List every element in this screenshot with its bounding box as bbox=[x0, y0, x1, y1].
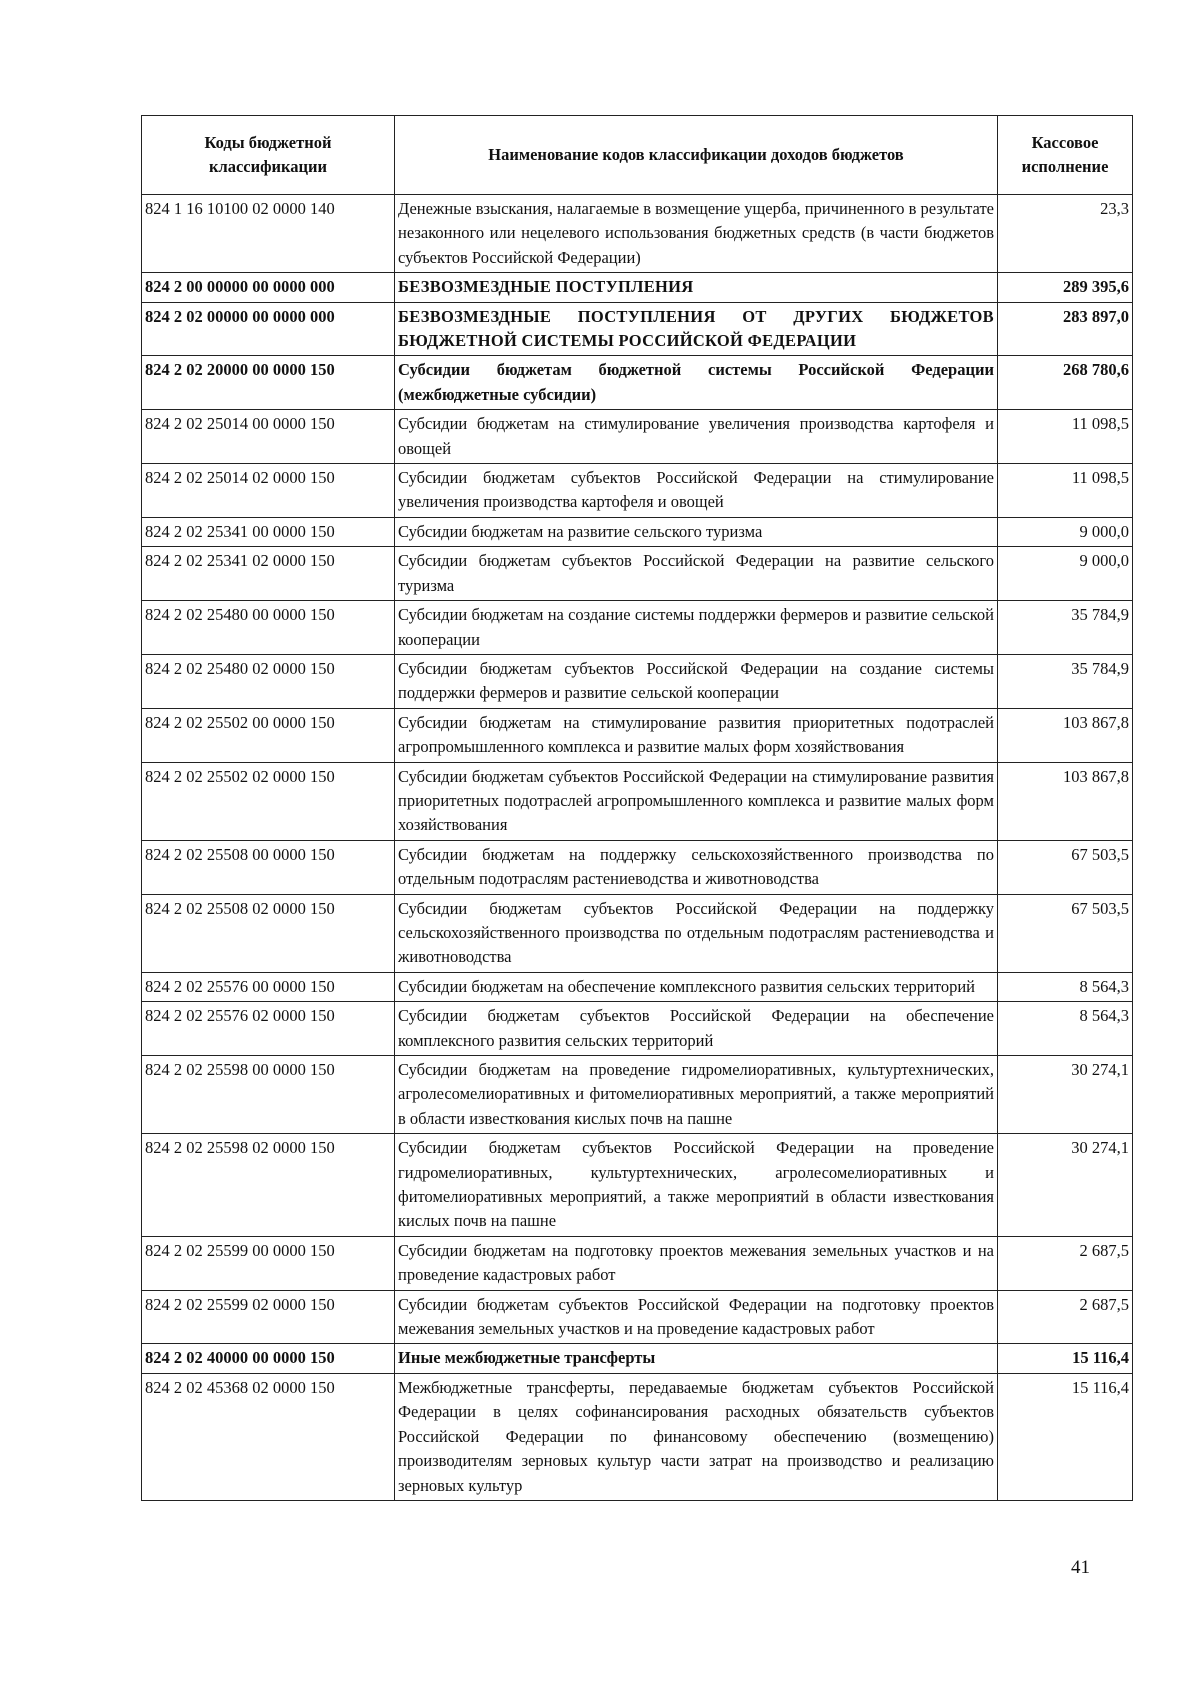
table-row bbox=[142, 547, 1133, 601]
row-amount: 2 687,5 bbox=[998, 1290, 1133, 1344]
table-row bbox=[142, 654, 1133, 708]
row-code: 824 2 02 25014 02 0000 150 bbox=[142, 464, 395, 518]
row-amount: 15 116,4 bbox=[998, 1373, 1133, 1500]
budget-classification-table bbox=[141, 115, 1133, 1501]
row-amount: 23,3 bbox=[998, 195, 1133, 273]
row-amount: 289 395,6 bbox=[998, 273, 1133, 302]
table-row bbox=[142, 302, 1133, 356]
row-name: Субсидии бюджетам на обеспечение комплексного развития сельских территорий bbox=[395, 972, 998, 1001]
row-name: Иные межбюджетные трансферты bbox=[395, 1344, 998, 1373]
table-row bbox=[142, 1002, 1133, 1056]
row-name: Межбюджетные трансферты, передаваемые бюджетам субъектов Российской Федерации в целях софинансирования расходных обязательств субъектов Российской Федерации по финансовому обеспечению (возмещению) производителям зерновых культур части затрат на производство и реализацию зерновых культур bbox=[395, 1373, 998, 1500]
row-amount: 30 274,1 bbox=[998, 1134, 1133, 1237]
table-row bbox=[142, 762, 1133, 840]
row-code: 824 1 16 10100 02 0000 140 bbox=[142, 195, 395, 273]
table-row bbox=[142, 1236, 1133, 1290]
row-code: 824 2 02 25598 00 0000 150 bbox=[142, 1056, 395, 1134]
page-number: 41 bbox=[1071, 1557, 1090, 1578]
row-code: 824 2 02 25576 00 0000 150 bbox=[142, 972, 395, 1001]
table-row bbox=[142, 601, 1133, 655]
table-row bbox=[142, 1290, 1133, 1344]
table-row bbox=[142, 1056, 1133, 1134]
row-name: Субсидии бюджетам субъектов Российской Федерации на поддержку сельскохозяйственного производства по отдельным подотраслям растениеводства и животноводства bbox=[395, 894, 998, 972]
row-code: 824 2 00 00000 00 0000 000 bbox=[142, 273, 395, 302]
row-code: 824 2 02 25341 02 0000 150 bbox=[142, 547, 395, 601]
row-name: Субсидии бюджетам на проведение гидромелиоративных, культуртехнических, агролесомелиоративных и фитомелиоративных мероприятий, а также мероприятий в области известкования кислых почв на пашне bbox=[395, 1056, 998, 1134]
table-row bbox=[142, 708, 1133, 762]
row-amount: 11 098,5 bbox=[998, 410, 1133, 464]
row-name: Субсидии бюджетам субъектов Российской Федерации на создание системы поддержки фермеров и развитие сельской кооперации bbox=[395, 654, 998, 708]
row-amount: 15 116,4 bbox=[998, 1344, 1133, 1373]
row-name: Субсидии бюджетам на создание системы поддержки фермеров и развитие сельской кооперации bbox=[395, 601, 998, 655]
row-code: 824 2 02 45368 02 0000 150 bbox=[142, 1373, 395, 1500]
row-amount: 35 784,9 bbox=[998, 654, 1133, 708]
row-amount: 35 784,9 bbox=[998, 601, 1133, 655]
row-code: 824 2 02 20000 00 0000 150 bbox=[142, 356, 395, 410]
header-amount: Кассовое исполнение bbox=[998, 116, 1133, 195]
row-code: 824 2 02 00000 00 0000 000 bbox=[142, 302, 395, 356]
row-code: 824 2 02 25508 00 0000 150 bbox=[142, 840, 395, 894]
header-code: Коды бюджетной классификации bbox=[142, 116, 395, 195]
row-amount: 103 867,8 bbox=[998, 708, 1133, 762]
row-code: 824 2 02 25599 02 0000 150 bbox=[142, 1290, 395, 1344]
row-code: 824 2 02 25502 02 0000 150 bbox=[142, 762, 395, 840]
row-amount: 8 564,3 bbox=[998, 1002, 1133, 1056]
row-code: 824 2 02 25014 00 0000 150 bbox=[142, 410, 395, 464]
header-name: Наименование кодов классификации доходов бюджетов bbox=[395, 116, 998, 195]
row-amount: 9 000,0 bbox=[998, 547, 1133, 601]
row-amount: 30 274,1 bbox=[998, 1056, 1133, 1134]
table-row bbox=[142, 517, 1133, 546]
row-amount: 8 564,3 bbox=[998, 972, 1133, 1001]
row-amount: 103 867,8 bbox=[998, 762, 1133, 840]
table-row bbox=[142, 1344, 1133, 1373]
row-code: 824 2 02 40000 00 0000 150 bbox=[142, 1344, 395, 1373]
row-name: Субсидии бюджетам субъектов Российской Федерации на стимулирование увеличения производства картофеля и овощей bbox=[395, 464, 998, 518]
row-name: Денежные взыскания, налагаемые в возмещение ущерба, причиненного в результате незаконного или нецелевого использования бюджетных средств (в части бюджетов субъектов Российской Федерации) bbox=[395, 195, 998, 273]
row-code: 824 2 02 25598 02 0000 150 bbox=[142, 1134, 395, 1237]
row-name: БЕЗВОЗМЕЗДНЫЕ ПОСТУПЛЕНИЯ bbox=[395, 273, 998, 302]
table-row bbox=[142, 1134, 1133, 1237]
table-row bbox=[142, 464, 1133, 518]
row-code: 824 2 02 25508 02 0000 150 bbox=[142, 894, 395, 972]
row-amount: 67 503,5 bbox=[998, 894, 1133, 972]
row-amount: 9 000,0 bbox=[998, 517, 1133, 546]
table-header-row bbox=[142, 116, 1133, 195]
row-code: 824 2 02 25576 02 0000 150 bbox=[142, 1002, 395, 1056]
table-row bbox=[142, 972, 1133, 1001]
row-name: Субсидии бюджетам на подготовку проектов межевания земельных участков и на проведение кадастровых работ bbox=[395, 1236, 998, 1290]
row-name: Субсидии бюджетам субъектов Российской Федерации на проведение гидромелиоративных, культуртехнических, агролесомелиоративных и фитомелиоративных мероприятий, а также мероприятий в области известкования кислых почв на пашне bbox=[395, 1134, 998, 1237]
table-row bbox=[142, 894, 1133, 972]
row-amount: 11 098,5 bbox=[998, 464, 1133, 518]
row-name: Субсидии бюджетам на поддержку сельскохозяйственного производства по отдельным подотраслям растениеводства и животноводства bbox=[395, 840, 998, 894]
row-code: 824 2 02 25480 00 0000 150 bbox=[142, 601, 395, 655]
row-code: 824 2 02 25599 00 0000 150 bbox=[142, 1236, 395, 1290]
row-amount: 67 503,5 bbox=[998, 840, 1133, 894]
row-name: Субсидии бюджетам на стимулирование развития приоритетных подотраслей агропромышленного комплекса и развитие малых форм хозяйствования bbox=[395, 708, 998, 762]
row-name: БЕЗВОЗМЕЗДНЫЕ ПОСТУПЛЕНИЯ ОТ ДРУГИХ БЮДЖЕТОВ БЮДЖЕТНОЙ СИСТЕМЫ РОССИЙСКОЙ ФЕДЕРАЦИИ bbox=[395, 302, 998, 356]
table-row bbox=[142, 1373, 1133, 1500]
row-code: 824 2 02 25502 00 0000 150 bbox=[142, 708, 395, 762]
row-amount: 2 687,5 bbox=[998, 1236, 1133, 1290]
row-code: 824 2 02 25341 00 0000 150 bbox=[142, 517, 395, 546]
table-row bbox=[142, 356, 1133, 410]
table-row bbox=[142, 410, 1133, 464]
row-name: Субсидии бюджетам субъектов Российской Федерации на стимулирование развития приоритетных подотраслей агропромышленного комплекса и развитие малых форм хозяйствования bbox=[395, 762, 998, 840]
row-name: Субсидии бюджетам субъектов Российской Федерации на развитие сельского туризма bbox=[395, 547, 998, 601]
table-row bbox=[142, 273, 1133, 302]
row-amount: 268 780,6 bbox=[998, 356, 1133, 410]
table-row bbox=[142, 840, 1133, 894]
row-name: Субсидии бюджетам на развитие сельского туризма bbox=[395, 517, 998, 546]
row-code: 824 2 02 25480 02 0000 150 bbox=[142, 654, 395, 708]
row-name: Субсидии бюджетам субъектов Российской Федерации на обеспечение комплексного развития сельских территорий bbox=[395, 1002, 998, 1056]
row-name: Субсидии бюджетам субъектов Российской Федерации на подготовку проектов межевания земельных участков и на проведение кадастровых работ bbox=[395, 1290, 998, 1344]
row-amount: 283 897,0 bbox=[998, 302, 1133, 356]
row-name: Субсидии бюджетам бюджетной системы Российской Федерации (межбюджетные субсидии) bbox=[395, 356, 998, 410]
table-row bbox=[142, 195, 1133, 273]
row-name: Субсидии бюджетам на стимулирование увеличения производства картофеля и овощей bbox=[395, 410, 998, 464]
